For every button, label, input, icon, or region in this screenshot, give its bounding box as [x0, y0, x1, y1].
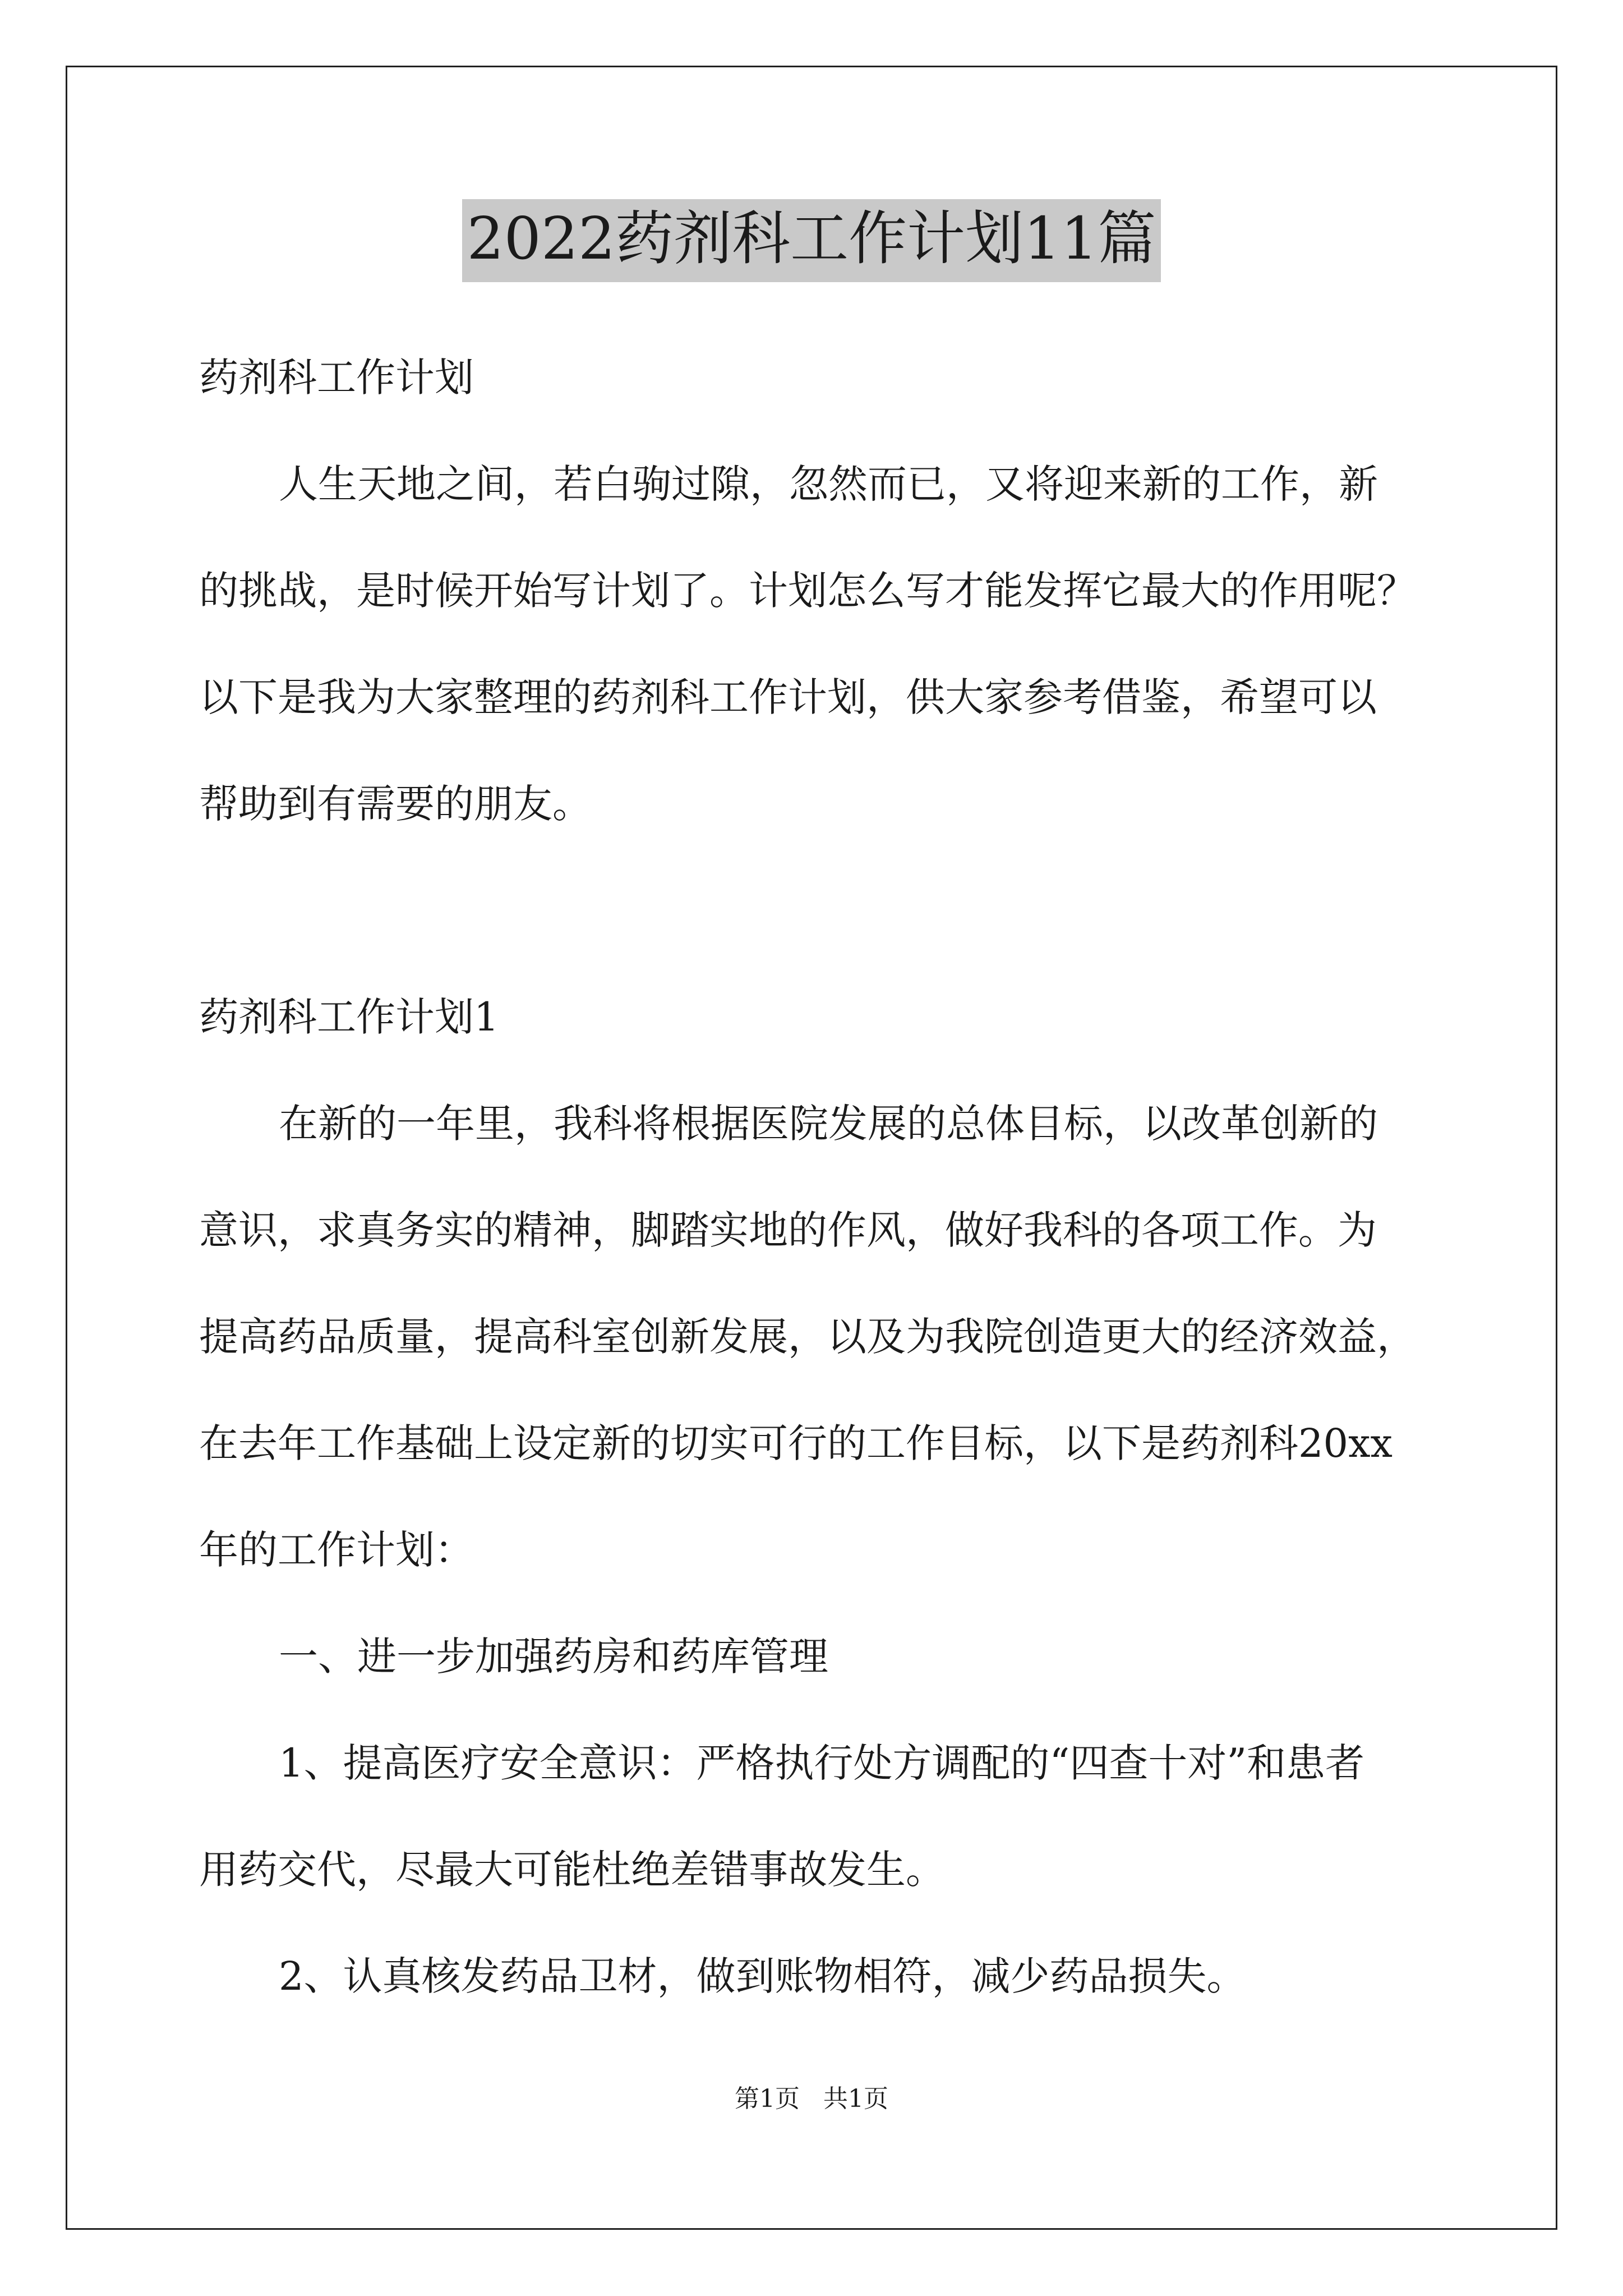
paragraph-line: 的挑战，是时候开始写计划了。计划怎么写才能发挥它最大的作用呢？	[199, 568, 1416, 614]
title-container	[0, 199, 1623, 282]
paragraph-line: 以下是我为大家整理的药剂科工作计划，供大家参考借鉴，希望可以	[199, 674, 1377, 720]
subheading-line: 一、进一步加强药房和药库管理	[279, 1634, 828, 1680]
paragraph-line: 提高药品质量，提高科室创新发展，以及为我院创造更大的经济效益，	[199, 1314, 1416, 1360]
paragraph-line: 年的工作计划：	[199, 1527, 474, 1573]
list-item-line: 用药交代，尽最大可能杜绝差错事故发生。	[199, 1847, 945, 1893]
list-item-line: 1、提高医疗安全意识：严格执行处方调配的“四查十对”和患者	[279, 1740, 1365, 1786]
paragraph-line: 帮助到有需要的朋友。	[199, 781, 592, 827]
paragraph-line: 意识，求真务实的精神，脚踏实地的作风，做好我科的各项工作。为	[199, 1207, 1377, 1253]
paragraph-line: 人生天地之间，若白驹过隙，忽然而已，又将迎来新的工作，新	[279, 461, 1378, 507]
section-heading: 药剂科工作计划	[199, 355, 474, 401]
paragraph-line: 在去年工作基础上设定新的切实可行的工作目标，以下是药剂科20xx	[199, 1420, 1393, 1466]
section-heading: 药剂科工作计划1	[199, 994, 499, 1040]
paragraph-line: 在新的一年里，我科将根据医院发展的总体目标，以改革创新的	[279, 1101, 1378, 1147]
page-footer: 第1页 共1页	[735, 2085, 888, 2113]
document-title: 2022药剂科工作计划11篇	[462, 199, 1160, 282]
list-item-line: 2、认真核发药品卫材，做到账物相符，减少药品损失。	[279, 1953, 1246, 1999]
